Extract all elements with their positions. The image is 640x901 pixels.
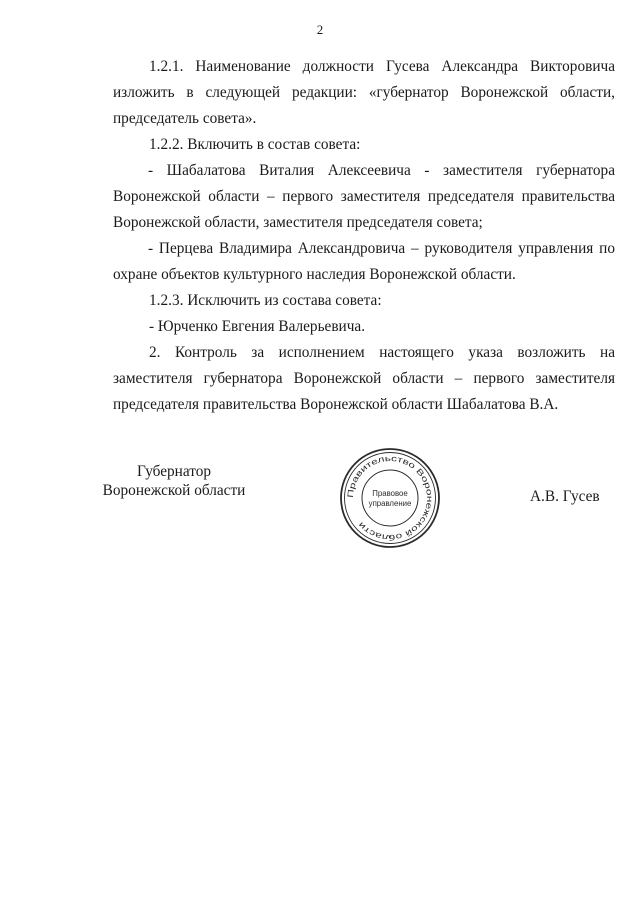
signatory-position-line1: Губернатор — [136, 463, 212, 480]
list-item-yurchenko: - Юрченко Евгения Валерьевича. — [149, 318, 366, 335]
document-body — [113, 54, 615, 418]
paragraph-1-2-2: 1.2.2. Включить в состав совета: — [149, 136, 361, 153]
official-stamp — [339, 447, 441, 549]
stamp-seal-icon — [339, 447, 441, 549]
list-item-pertsev: - Перцева Владимира Александровича – руководителя управления по охране объектов культурного наследия Воронежской области. — [113, 240, 615, 283]
stamp-center-line1: Правовое — [372, 489, 408, 498]
stamp-center-line2: управление — [368, 499, 412, 508]
signatory-position-line2: Воронежской области — [102, 482, 246, 499]
paragraph-1-2-3: 1.2.3. Исключить из состава совета: — [149, 292, 382, 309]
stamp-star: * — [388, 534, 392, 543]
page-number: 2 — [316, 22, 324, 37]
paragraph-1-2-1: 1.2.1. Наименование должности Гусева Александра Викторовича изложить в следующей редакции: «губернатор Воронежской области, председатель совета». — [113, 58, 615, 127]
paragraph-2-control: 2. Контроль за исполнением настоящего указа возложить на заместителя губернатора Воронежской области – первого заместителя председателя правительства Воронежской области Шабалатова В.А. — [113, 344, 615, 413]
list-item-shabalatov: - Шабалатова Виталия Алексеевича - заместителя губернатора Воронежской области – первого заместителя председателя правительства Воронежской области, заместителя председателя совета; — [113, 162, 615, 231]
stamp-ring-text: Правительство Воронежской области — [345, 453, 435, 543]
signatory-position — [84, 462, 264, 500]
signatory-name: А.В. Гусев — [530, 488, 600, 505]
